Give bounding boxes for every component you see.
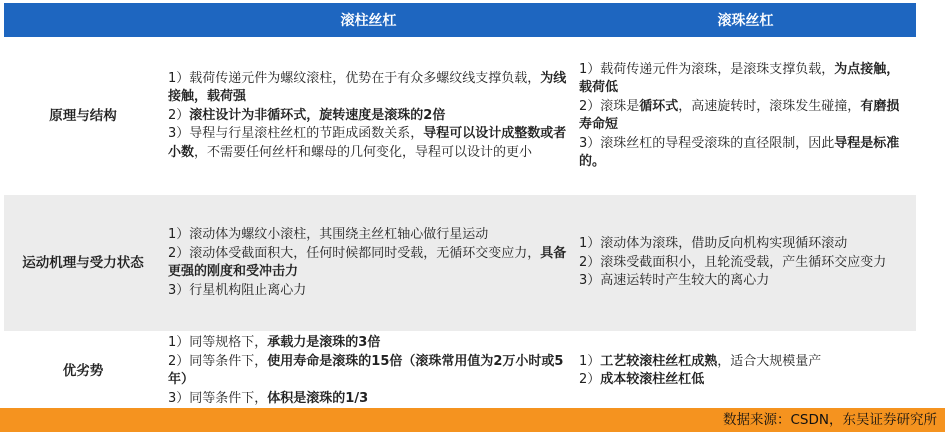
emphasis-text: 为线接触，载荷强 bbox=[168, 70, 567, 105]
table-row bbox=[4, 331, 916, 411]
body-text: 3）滚珠丝杠的导程受滚珠的直径限制，因此 bbox=[579, 135, 835, 151]
cell-paragraph bbox=[168, 353, 571, 390]
body-text: 1）同等规格下， bbox=[168, 335, 268, 350]
body-text: 2） bbox=[579, 372, 601, 387]
body-text: ，适合大规模量产 bbox=[717, 353, 822, 369]
cell-paragraph bbox=[579, 135, 908, 172]
cell-text bbox=[579, 235, 908, 291]
header-cell-corner bbox=[4, 3, 162, 37]
cell-paragraph bbox=[168, 226, 571, 245]
cell-text bbox=[168, 226, 571, 300]
body-text: 2）滚珠受截面积小，且轮流受载，产生循环交应变力 bbox=[579, 254, 887, 270]
header-cell-roller-screw: 滚柱丝杠 bbox=[162, 3, 575, 37]
emphasis-text: 为点接触，载荷低 bbox=[579, 61, 900, 95]
body-text: 2）滚动体受截面积大，任何时候都同时受载，无循环交变应力， bbox=[168, 245, 541, 261]
body-text: ，不需要任何丝杆和螺母的几何变化，导程可以设计的更小 bbox=[194, 144, 533, 160]
emphasis-text: 工艺较滚柱丝杠成熟 bbox=[600, 353, 718, 369]
cell-paragraph bbox=[168, 390, 571, 409]
cell-text bbox=[579, 61, 908, 172]
body-text: 2）滚珠是 bbox=[579, 98, 640, 114]
body-text: ，高速旋转时，滚珠发生碰撞， bbox=[678, 98, 861, 114]
header-cell-ball-screw: 滚珠丝杠 bbox=[575, 3, 916, 37]
ball-screw-cell bbox=[575, 195, 916, 331]
cell-paragraph bbox=[579, 235, 908, 254]
body-text: 2） bbox=[168, 107, 190, 123]
table-header-row bbox=[4, 3, 916, 37]
roller-screw-cell bbox=[162, 331, 575, 411]
ball-screw-cell bbox=[575, 331, 916, 411]
footer-bar bbox=[0, 408, 945, 432]
roller-screw-cell bbox=[162, 37, 575, 195]
body-text: 1）载荷传递元件为螺纹滚柱，优势在于有众多螺纹线支撑负载， bbox=[168, 70, 541, 86]
row-label: 原理与结构 bbox=[4, 37, 162, 195]
body-text: 1）载荷传递元件为滚珠，是滚珠支撑负载， bbox=[579, 61, 835, 77]
body-text: 3）同等条件下， bbox=[168, 390, 268, 406]
table-row bbox=[4, 195, 916, 331]
emphasis-text: 循环式 bbox=[639, 98, 679, 114]
emphasis-text: 使用寿命是滚珠的15倍（滚珠常用值为2万小时或5年） bbox=[168, 353, 564, 387]
cell-paragraph bbox=[579, 272, 908, 291]
emphasis-text: 导程可以设计成整数或者小数 bbox=[168, 126, 567, 160]
cell-paragraph bbox=[579, 98, 908, 135]
cell-paragraph bbox=[168, 282, 571, 301]
cell-paragraph bbox=[579, 254, 908, 273]
cell-text bbox=[168, 70, 571, 163]
cell-text bbox=[579, 353, 908, 390]
body-text: 3）高速运转时产生较大的离心力 bbox=[579, 273, 770, 289]
cell-paragraph bbox=[168, 70, 571, 107]
cell-text bbox=[168, 334, 571, 408]
cell-paragraph bbox=[168, 334, 571, 353]
body-text: 1）滚动体为螺纹小滚柱，其围绕主丝杠轴心做行星运动 bbox=[168, 227, 489, 242]
source-note: 数据来源：CSDN，东吴证券研究所 bbox=[723, 412, 937, 428]
body-text: 1） bbox=[579, 353, 601, 369]
cell-paragraph bbox=[579, 371, 908, 390]
cell-paragraph bbox=[579, 61, 908, 98]
roller-screw-cell bbox=[162, 195, 575, 331]
table-row bbox=[4, 37, 916, 195]
emphasis-text: 成本较滚柱丝杠低 bbox=[600, 372, 705, 387]
body-text: 3）行星机构阻止离心力 bbox=[168, 282, 307, 298]
body-text: 3）导程与行星滚柱丝杠的节距成函数关系， bbox=[168, 126, 424, 142]
emphasis-text: 导程是标准的。 bbox=[579, 135, 900, 169]
cell-paragraph bbox=[168, 245, 571, 282]
emphasis-text: 滚柱设计为非循环式，旋转速度是滚珠的2倍 bbox=[189, 107, 446, 123]
cell-paragraph bbox=[168, 107, 571, 126]
ball-screw-cell bbox=[575, 37, 916, 195]
cell-paragraph bbox=[579, 353, 908, 372]
emphasis-text: 承载力是滚珠的3倍 bbox=[267, 335, 381, 350]
emphasis-text: 具备更强的刚度和受冲击力 bbox=[168, 245, 567, 279]
body-text: 1）滚动体为滚珠，借助反向机构实现循环滚动 bbox=[579, 236, 848, 252]
cell-paragraph bbox=[168, 125, 571, 162]
emphasis-text: 有磨损寿命短 bbox=[579, 98, 900, 132]
emphasis-text: 体积是滚珠的1/3 bbox=[267, 390, 369, 406]
body-text: 2）同等条件下， bbox=[168, 353, 268, 369]
row-label: 运动机理与受力状态 bbox=[4, 195, 162, 331]
comparison-table bbox=[4, 3, 916, 411]
row-label: 优劣势 bbox=[4, 331, 162, 411]
